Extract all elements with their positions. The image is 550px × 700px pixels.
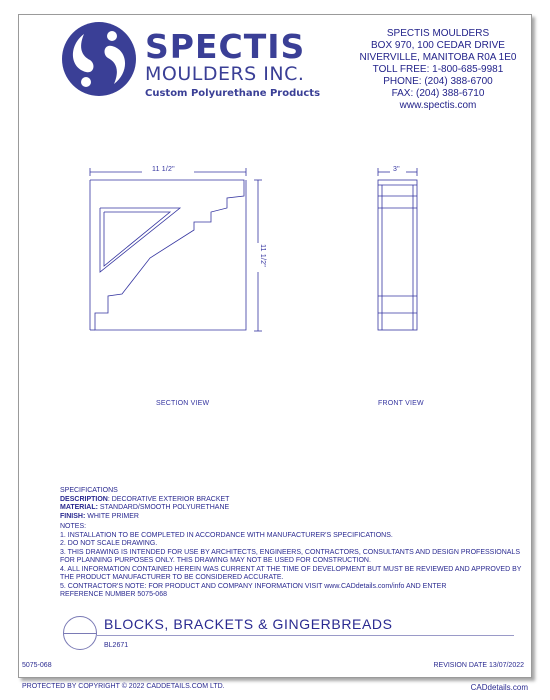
dimension-depth-label: 3" bbox=[393, 166, 400, 173]
note-item: 3. THIS DRAWING IS INTENDED FOR USE BY ARCHITECTS, ENGINEERS, CONTRACTORS, CONSULTANTS AND DESIGN PROFESSIONALS bbox=[60, 548, 520, 556]
notes-block bbox=[60, 523, 522, 600]
note-item-continued: REFERENCE NUMBER 5075-068 bbox=[60, 591, 167, 598]
drawing-number: BL2671 bbox=[104, 642, 129, 649]
spec-material bbox=[60, 504, 500, 513]
specs-heading: SPECIFICATIONS bbox=[60, 487, 118, 494]
specifications-block bbox=[60, 487, 500, 521]
spec-description bbox=[60, 496, 500, 505]
copyright-notice: PROTECTED BY COPYRIGHT © 2022 CADDETAILS.COM LTD. bbox=[22, 683, 225, 690]
note-item-continued: FOR PLANNING PURPOSES ONLY. THIS DRAWING MAY NOT BE USED FOR CONSTRUCTION. bbox=[60, 557, 371, 564]
address-phone-tollfree: TOLL FREE: 1-800-685-9981 bbox=[372, 64, 504, 75]
bracket-outline bbox=[90, 180, 246, 330]
caddetails-brand[interactable]: CADdetails.com bbox=[470, 683, 528, 692]
dimension-width-label: 11 1/2" bbox=[152, 166, 175, 173]
address-line: NIVERVILLE, MANITOBA R0A 1E0 bbox=[359, 52, 517, 63]
spec-label: DESCRIPTION bbox=[60, 495, 108, 503]
bracket-inner-recess bbox=[104, 212, 170, 266]
front-view-outline bbox=[378, 180, 417, 330]
company-name-line2: MOULDERS INC. bbox=[145, 63, 305, 85]
spec-label: FINISH: bbox=[60, 512, 86, 520]
address-website[interactable]: www.spectis.com bbox=[399, 100, 477, 111]
note-item: 1. INSTALLATION TO BE COMPLETED IN ACCORDANCE WITH MANUFACTURER'S SPECIFICATIONS. bbox=[60, 531, 393, 539]
drawing-title: BLOCKS, BRACKETS & GINGERBREADS bbox=[104, 616, 393, 632]
spec-finish bbox=[60, 513, 500, 522]
address-phone: PHONE: (204) 388-6700 bbox=[383, 76, 493, 87]
reference-number: 5075-068 bbox=[22, 662, 52, 669]
address-line: SPECTIS MOULDERS bbox=[386, 28, 490, 39]
front-view-label: FRONT VIEW bbox=[378, 400, 424, 407]
note-item: 5. CONTRACTOR'S NOTE: FOR PRODUCT AND COMPANY INFORMATION VISIT www.CADdetails.com/info AND ENTER bbox=[60, 582, 447, 590]
address-line: BOX 970, 100 CEDAR DRIVE bbox=[371, 40, 505, 51]
note-item: 2. DO NOT SCALE DRAWING. bbox=[60, 540, 158, 547]
revision-date: REVISION DATE 13/07/2022 bbox=[433, 662, 524, 669]
section-view-label: SECTION VIEW bbox=[156, 400, 210, 407]
bracket-inner-recess bbox=[100, 208, 180, 272]
spec-label: MATERIAL: bbox=[60, 504, 98, 511]
note-item: 4. ALL INFORMATION CONTAINED HEREIN WAS CURRENT AT THE TIME OF DEVELOPMENT BUT MUST BE REVIEWED AND APPROVED BY bbox=[60, 565, 522, 573]
note-item-continued: THE PRODUCT MANUFACTURER TO BE CONSIDERED ACCURATE. bbox=[60, 574, 284, 581]
spec-value: WHITE PRIMER bbox=[85, 512, 139, 520]
spec-value: STANDARD/SMOOTH POLYURETHANE bbox=[97, 504, 230, 511]
title-divider bbox=[96, 635, 514, 636]
dimension-height-label: 11 1/2" bbox=[258, 244, 266, 267]
company-name: SPECTIS bbox=[145, 27, 306, 66]
title-circle-symbol bbox=[63, 616, 97, 650]
spec-value: : DECORATIVE EXTERIOR BRACKET bbox=[107, 495, 230, 503]
address-fax: FAX: (204) 388-6710 bbox=[391, 88, 485, 99]
company-tagline: Custom Polyurethane Products bbox=[145, 88, 321, 99]
notes-heading: NOTES: bbox=[60, 523, 87, 530]
